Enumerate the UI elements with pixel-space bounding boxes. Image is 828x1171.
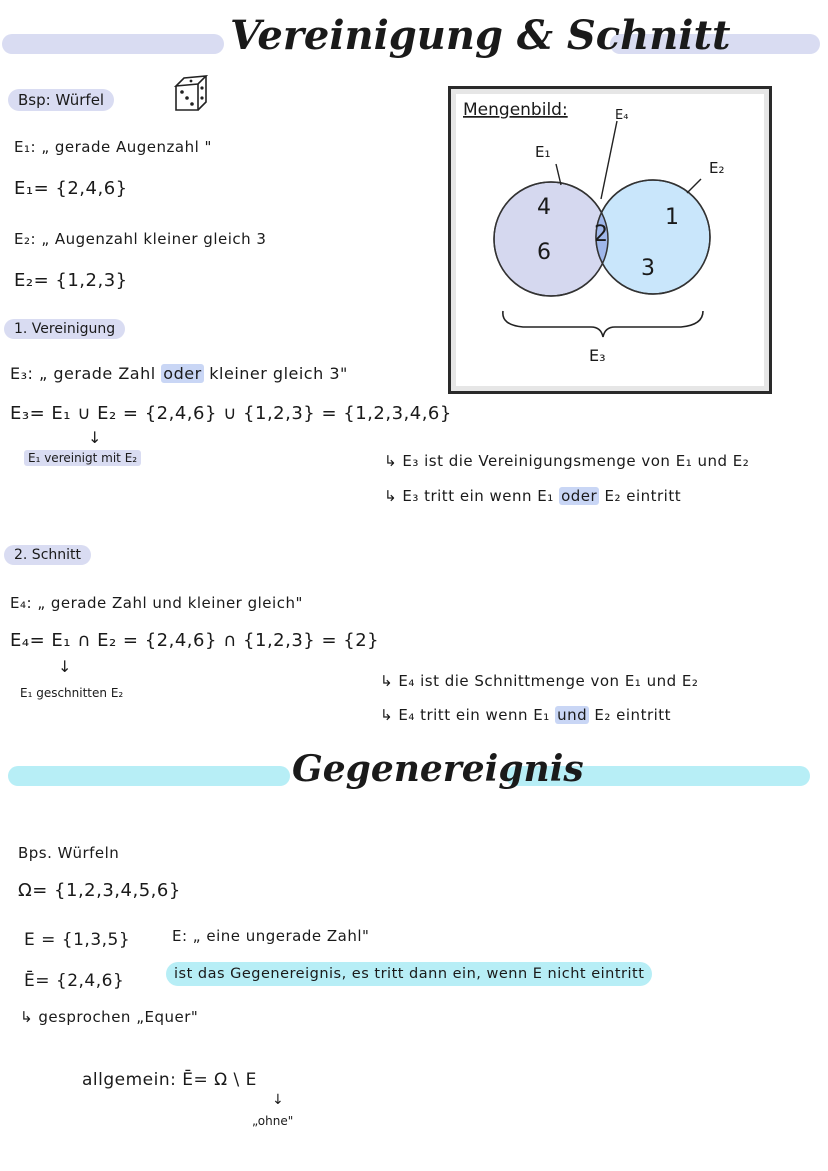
venn-label-e3: E₃ [589,346,606,365]
example-label: Bsp: Würfel [8,89,114,111]
complement-bar-left [8,766,290,786]
intersection-arrow: ↓ [58,657,72,676]
venn-value-6: 6 [537,240,551,265]
omega-set: Ω= {1,2,3,4,5,6} [18,880,181,901]
page-title: Vereinigung & Schnitt [230,12,731,59]
venn-value-1: 1 [665,205,679,230]
union-heading: 1. Vereinigung [4,319,125,339]
union-arrow: ↓ [88,428,102,447]
venn-diagram-box [448,86,772,394]
venn-title: Mengenbild: [463,100,568,120]
e2-definition: E₂: „ Augenzahl kleiner gleich 3 [14,230,267,248]
spoken-note: ↳ gesprochen „Equer" [20,1008,199,1026]
e2-set: E₂= {1,2,3} [14,270,128,291]
e-set: E = {1,3,5} [24,930,131,950]
ebar-set: Ē= {2,4,6} [24,971,125,991]
complement-example-label: Bps. Würfeln [18,844,120,862]
e4-definition: E₄: „ gerade Zahl und kleiner gleich" [10,594,303,612]
e1-definition: E₁: „ gerade Augenzahl " [14,138,212,156]
union-equation: E₃= E₁ ∪ E₂ = {2,4,6} ∪ {1,2,3} = {1,2,3,4,6} [10,403,452,424]
union-remark-2: ↳ E₃ tritt ein wenn E₁ oder E₂ eintritt [384,487,682,505]
intersection-remark-2: ↳ E₄ tritt ein wenn E₁ und E₂ eintritt [380,706,672,724]
ebar-description: ist das Gegenereignis, es tritt dann ein, wenn E nicht eintritt [166,962,652,986]
venn-label-e1: E₁ [535,143,551,161]
e-definition: E: „ eine ungerade Zahl" [172,927,370,945]
e1-set: E₁= {2,4,6} [14,178,128,199]
dice-icon [170,74,212,114]
venn-value-2: 2 [594,222,608,247]
oder-highlight: oder [163,364,202,383]
venn-value-4: 4 [537,195,551,220]
venn-diagram [451,89,769,391]
union-note: E₁ vereinigt mit E₂ [24,450,141,466]
intersection-equation: E₄= E₁ ∩ E₂ = {2,4,6} ∩ {1,2,3} = {2} [10,630,380,651]
general-arrow: ↓ [272,1092,285,1108]
e3-definition: E₃: „ gerade Zahl oder kleiner gleich 3" [10,364,348,383]
union-remark-1: ↳ E₃ ist die Vereinigungsmenge von E₁ und E₂ [384,452,750,470]
title-bar-left [2,34,224,54]
venn-label-e4: E₄ [615,108,629,123]
venn-label-e2: E₂ [709,159,725,177]
complement-title: Gegenereignis [292,748,584,790]
venn-value-3: 3 [641,256,655,281]
intersection-note: E₁ geschnitten E₂ [20,686,124,700]
ohne-note: „ohne" [252,1114,294,1128]
intersection-remark-1: ↳ E₄ ist die Schnittmenge von E₁ und E₂ [380,672,699,690]
intersection-heading: 2. Schnitt [4,545,91,565]
general-formula: allgemein: Ē= Ω \ E [82,1070,257,1090]
